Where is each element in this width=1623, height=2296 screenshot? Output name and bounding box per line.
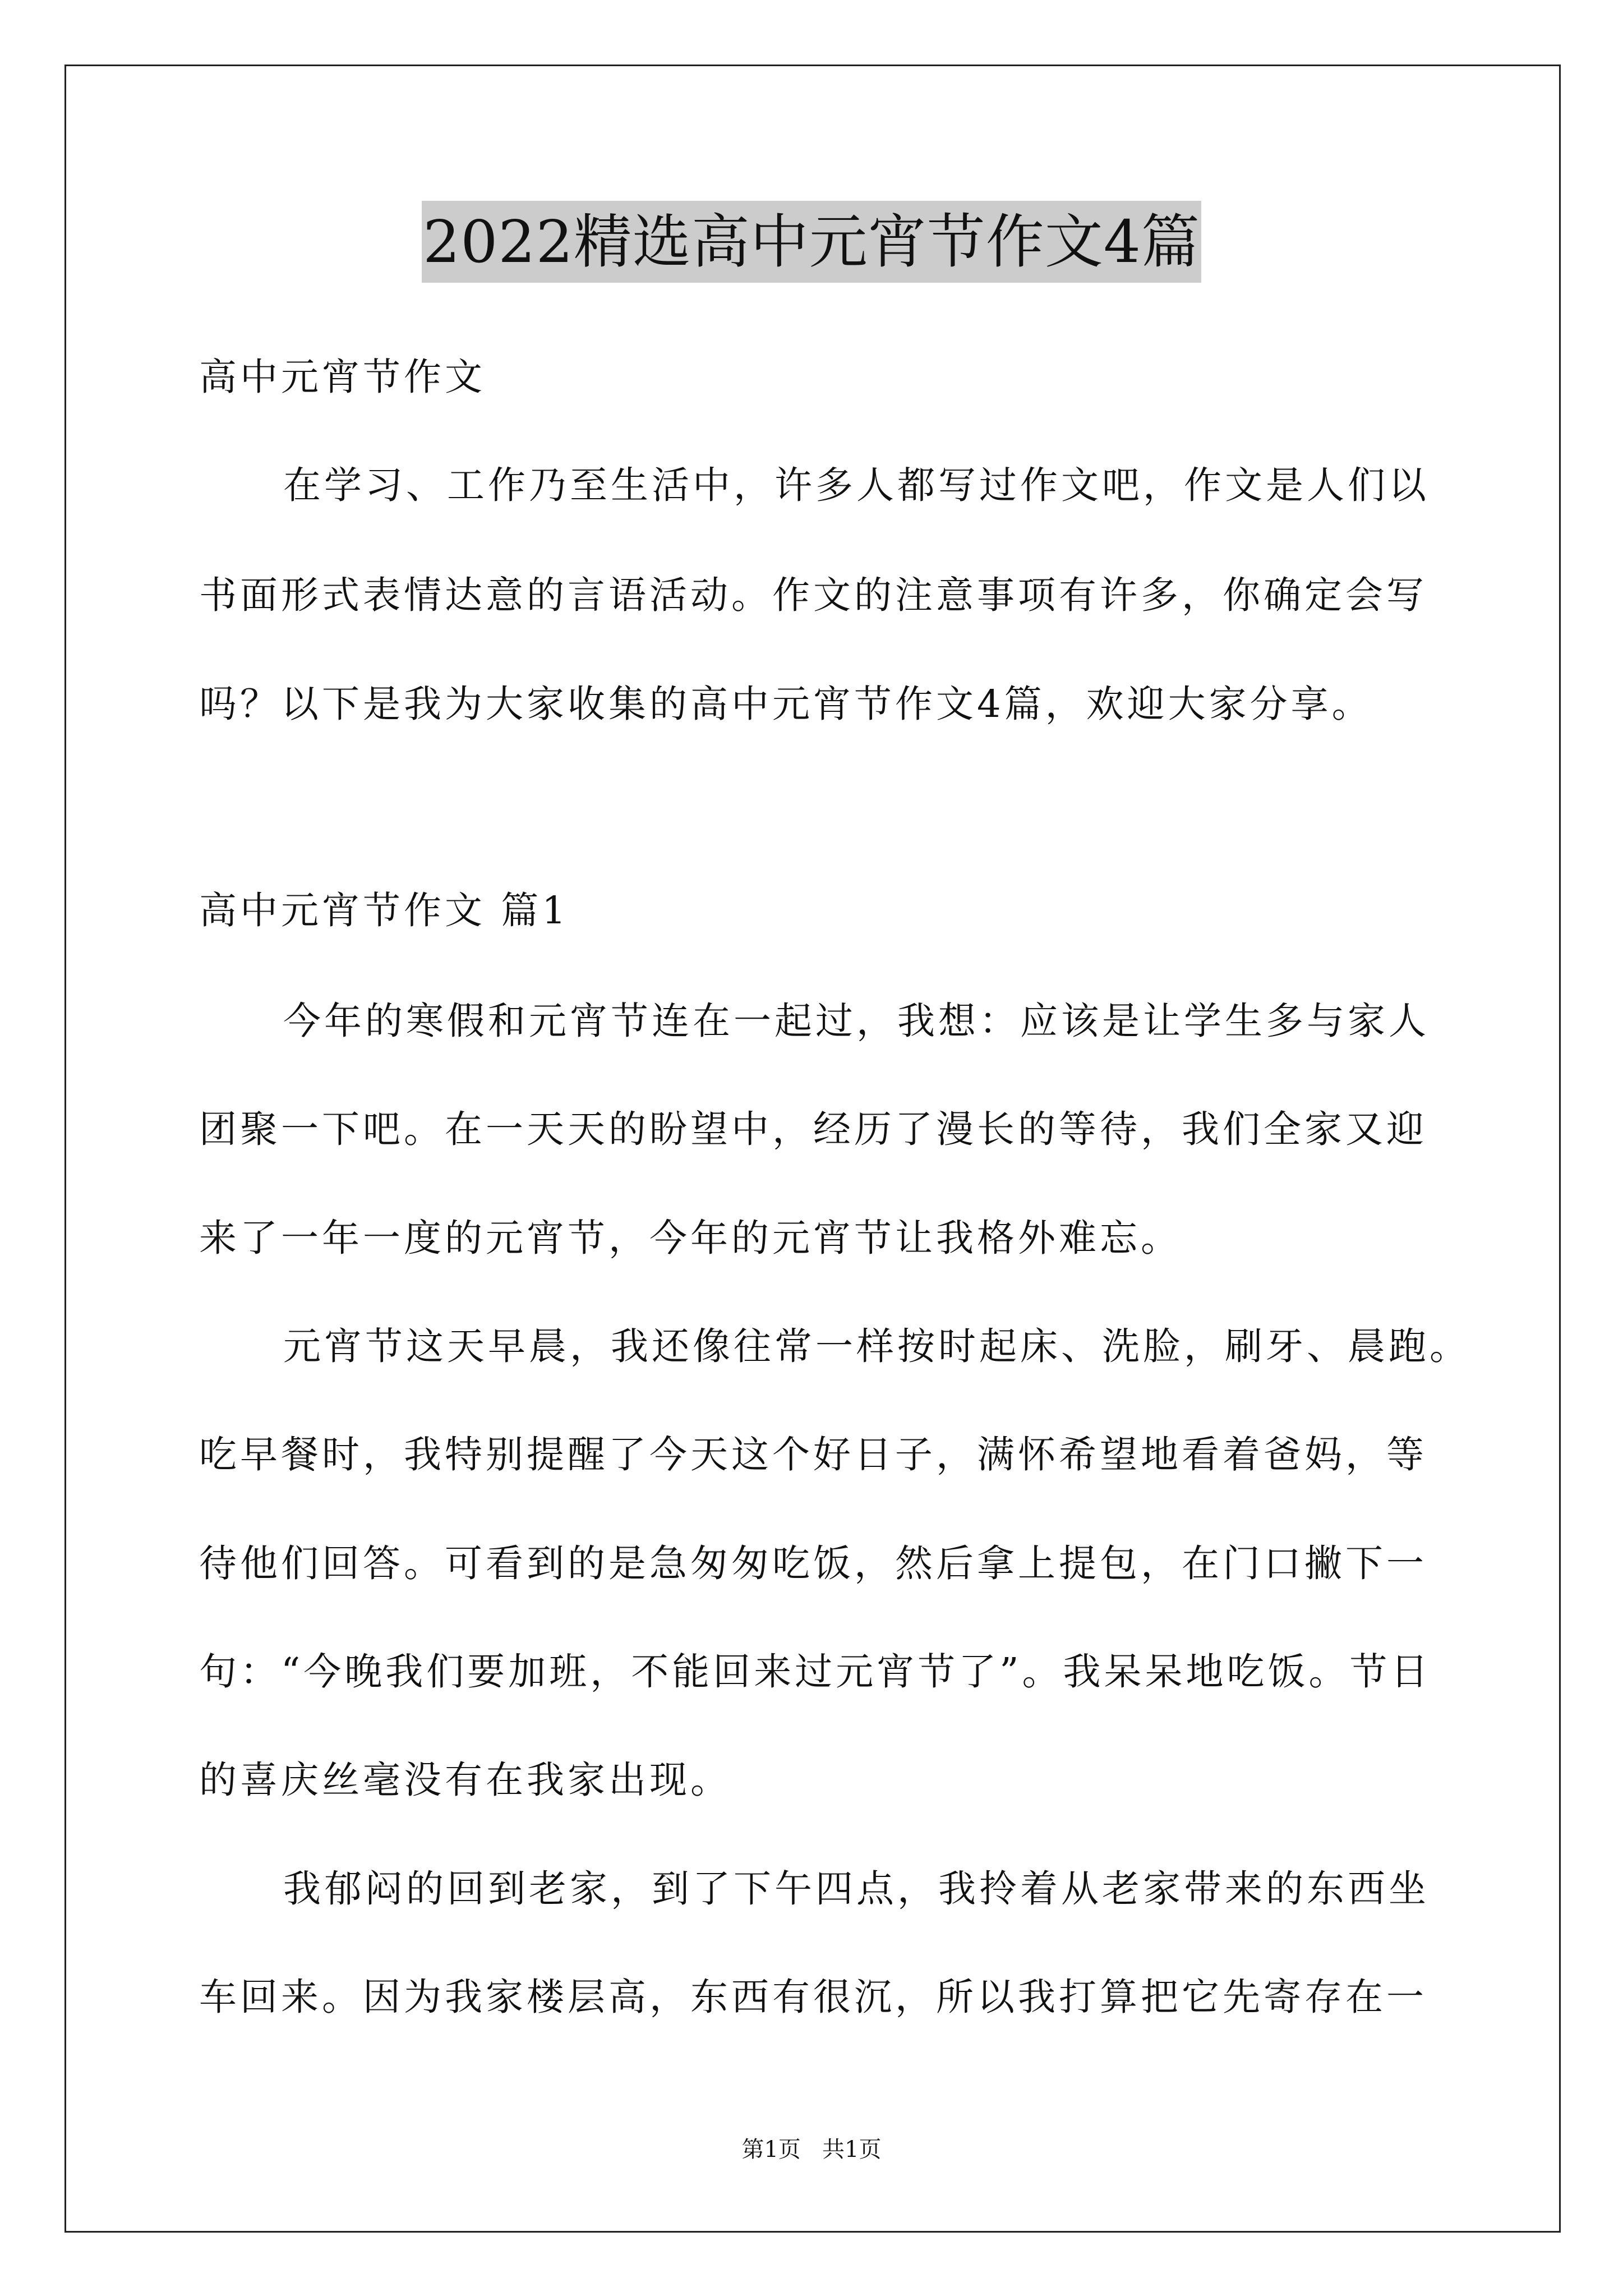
paragraph1-line-3: 来了一年一度的元宵节，今年的元宵节让我格外难忘。: [199, 1216, 1182, 1260]
title-container: [0, 201, 1623, 283]
section-heading: 高中元宵节作文: [199, 355, 486, 399]
paragraph3-line-1: 我郁闷的回到老家，到了下午四点，我拎着从老家带来的东西坐: [283, 1867, 1430, 1911]
page-footer: 第1页 共1页: [741, 2137, 882, 2162]
document-title: 2022精选高中元宵节作文4篇: [422, 201, 1201, 283]
paragraph2-line-4: 句：“今晚我们要加班，不能回来过元宵节了”。我呆呆地吃饭。节日: [199, 1650, 1432, 1694]
article-heading: 高中元宵节作文 篇1: [199, 889, 569, 932]
paragraph2-line-2: 吃早餐时，我特别提醒了今天这个好日子，满怀希望地看着爸妈，等: [199, 1433, 1427, 1476]
paragraph2-line-3: 待他们回答。可看到的是急匆匆吃饭，然后拿上提包，在门口撇下一: [199, 1542, 1427, 1585]
paragraph1-line-2: 团聚一下吧。在一天天的盼望中，经历了漫长的等待，我们全家又迎: [199, 1107, 1427, 1151]
intro-line-1: 在学习、工作乃至生活中，许多人都写过作文吧，作文是人们以: [283, 463, 1430, 507]
paragraph2-line-5: 的喜庆丝毫没有在我家出现。: [199, 1758, 731, 1802]
paragraph2-line-1: 元宵节这天早晨，我还像往常一样按时起床、洗脸，刷牙、晨跑。: [283, 1324, 1470, 1368]
intro-line-2: 书面形式表情达意的言语活动。作文的注意事项有许多，你确定会写: [199, 573, 1427, 617]
paragraph3-line-2: 车回来。因为我家楼层高，东西有很沉，所以我打算把它先寄存在一: [199, 1975, 1427, 2019]
paragraph1-line-1: 今年的寒假和元宵节连在一起过，我想：应该是让学生多与家人: [283, 999, 1430, 1043]
intro-line-3: 吗？以下是我为大家收集的高中元宵节作文4篇，欢迎大家分享。: [199, 682, 1373, 726]
